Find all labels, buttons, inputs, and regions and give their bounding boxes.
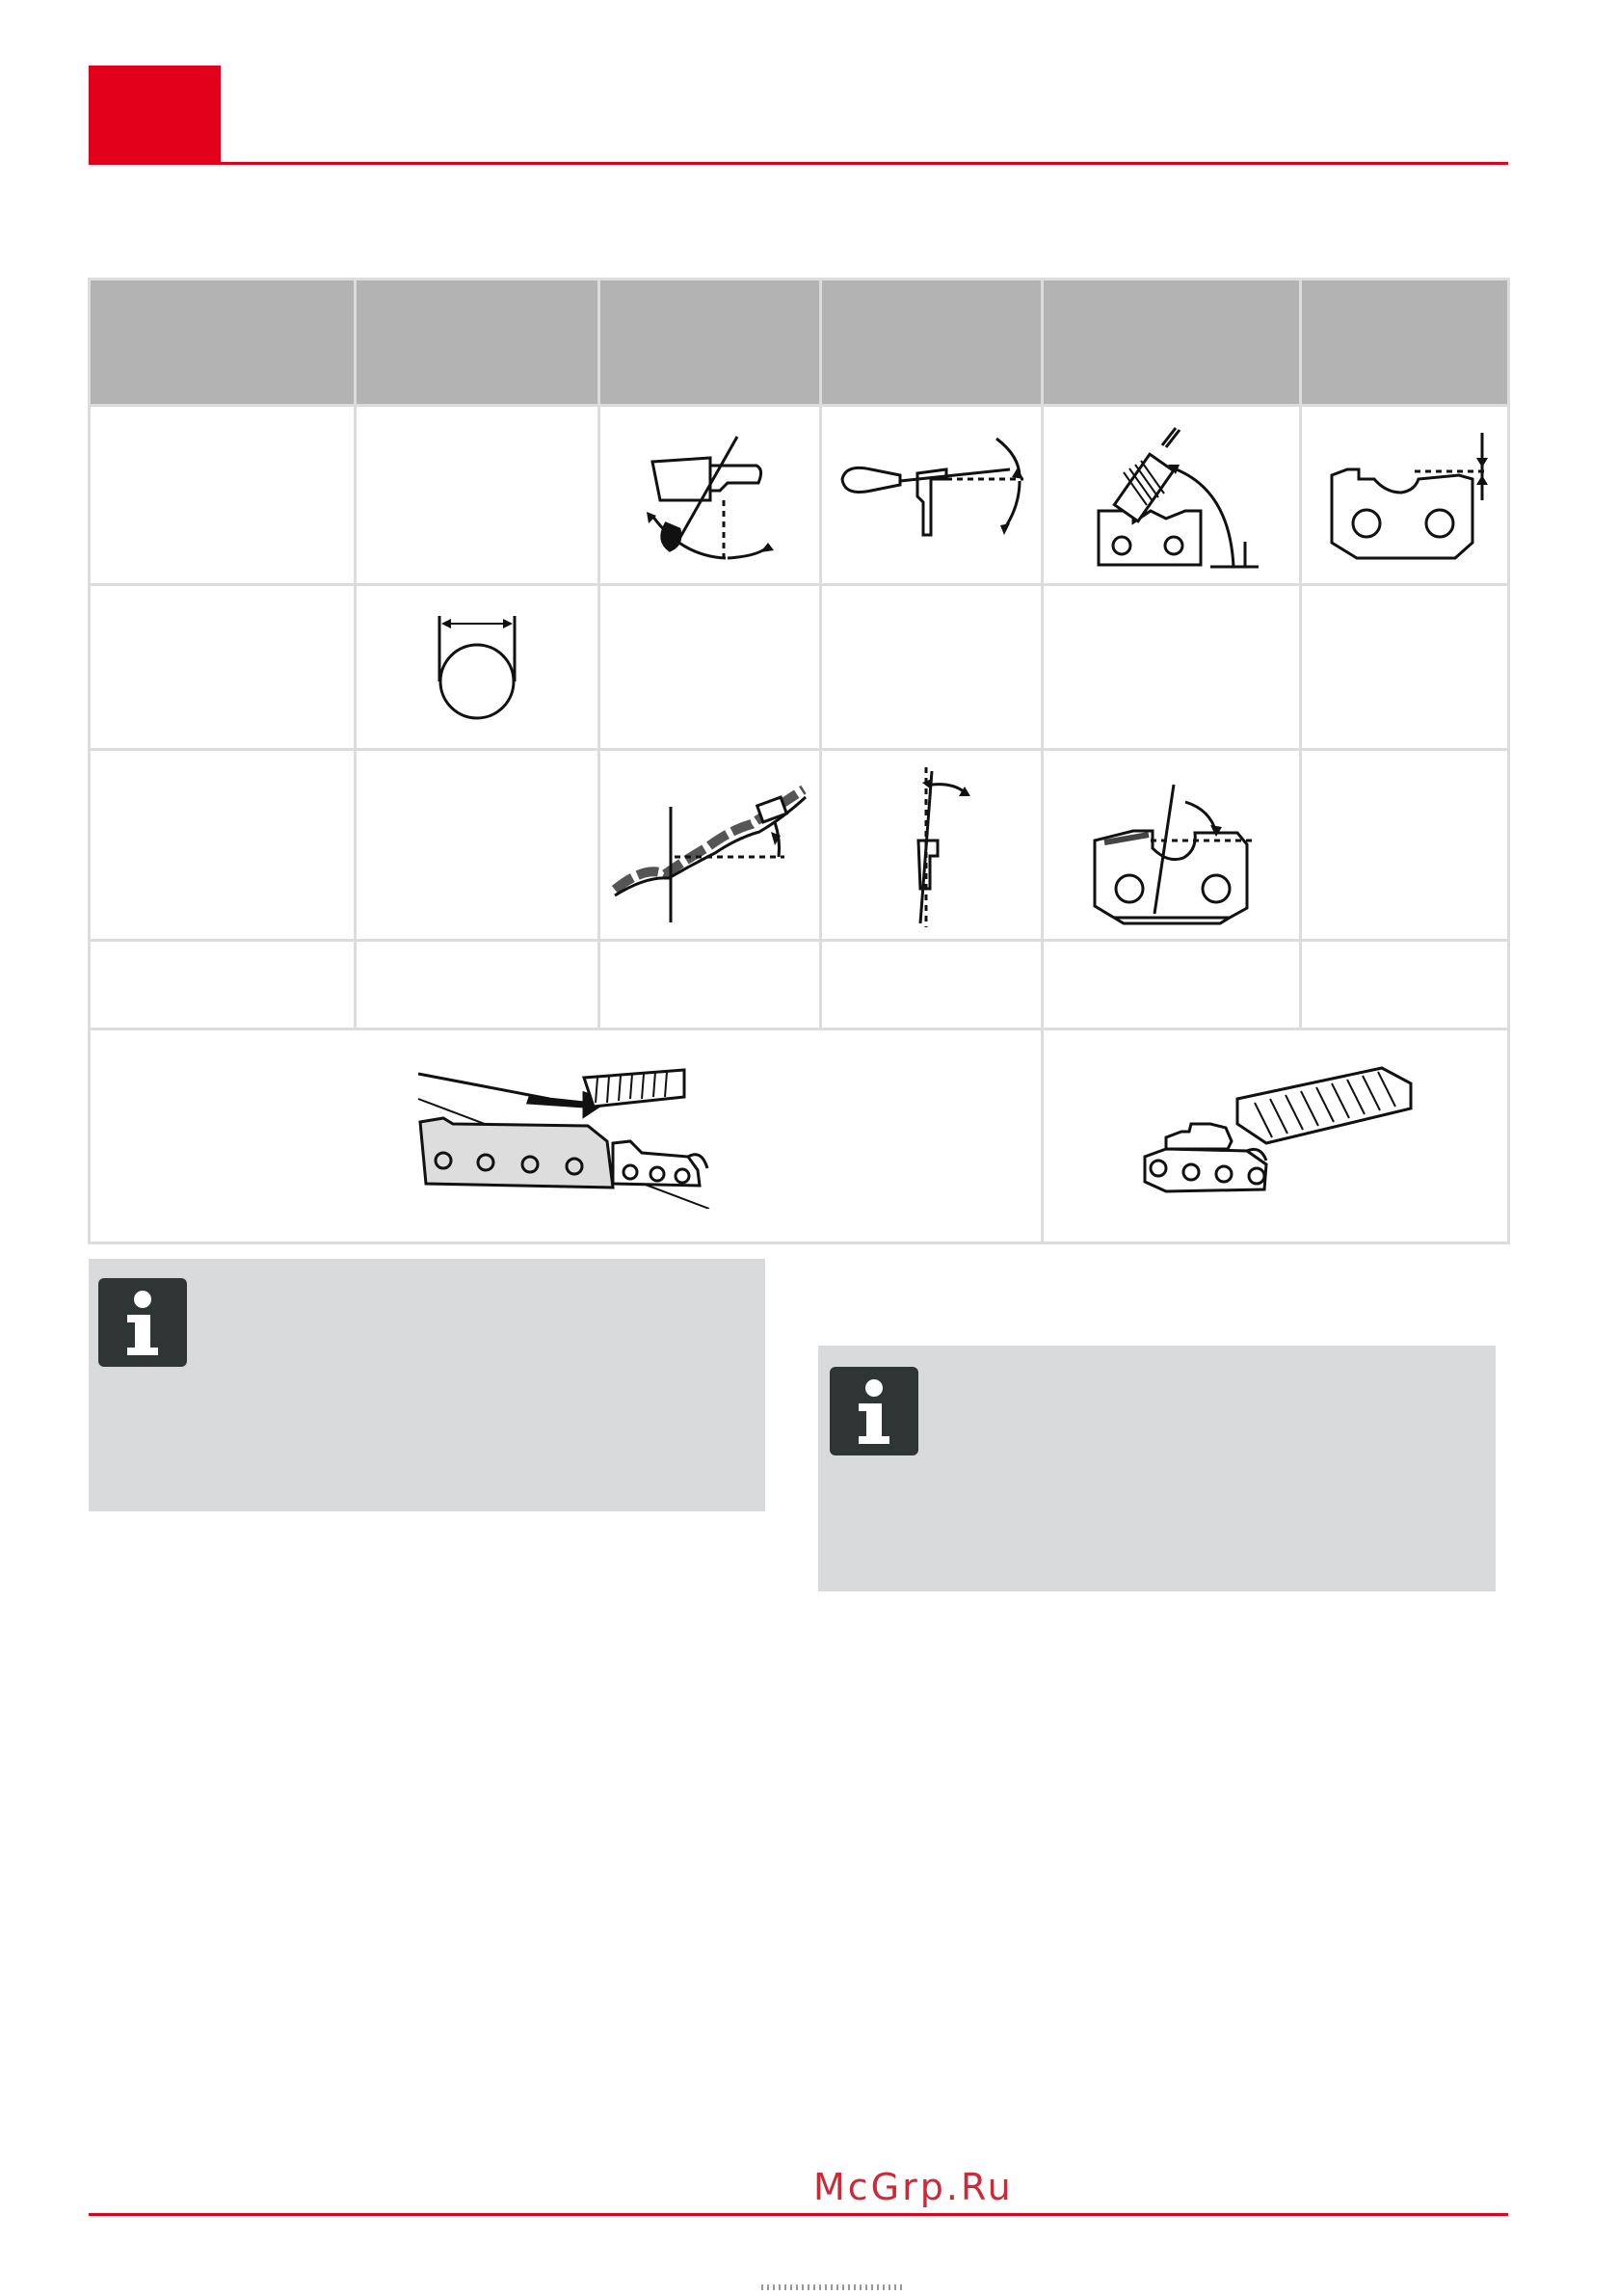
header-cell [356, 280, 599, 406]
cutter-top-plate-angle-diagram [1075, 763, 1268, 927]
table-cell [356, 406, 599, 585]
table-row [90, 406, 1509, 585]
table-row [90, 585, 1509, 750]
info-note-box [89, 1259, 765, 1511]
info-note-box [818, 1346, 1496, 1591]
table-row [90, 1029, 1509, 1243]
depth-gauge-file-diagram [1066, 418, 1278, 573]
flat-file-depth-gauge-diagram [414, 1064, 713, 1209]
table-cell [821, 406, 1043, 585]
header-accent-block [89, 66, 221, 165]
header-cell [821, 280, 1043, 406]
footer-artifact [761, 2284, 906, 2290]
header-cell [1043, 280, 1301, 406]
table-cell [1043, 941, 1301, 1029]
table-cell [1043, 750, 1301, 941]
cutter-depth-clearance-diagram [1318, 423, 1492, 568]
table-cell [356, 585, 599, 750]
info-icon [98, 1278, 187, 1367]
table-cell [356, 750, 599, 941]
sharpening-spec-table [88, 278, 1510, 2208]
header-cell [599, 280, 821, 406]
chain-top-view-angle-diagram [607, 768, 813, 922]
header-cell [90, 280, 356, 406]
table-cell [90, 941, 356, 1029]
table-cell [821, 750, 1043, 941]
round-file-diameter-diagram [414, 604, 540, 730]
flat-file-chain-diagram [1131, 1064, 1420, 1209]
file-holder-angle-diagram [614, 423, 807, 568]
table-cell [1301, 941, 1509, 1029]
table-cell [90, 406, 356, 585]
table-cell [90, 585, 356, 750]
info-icon [830, 1367, 918, 1455]
table-row [90, 941, 1509, 1029]
table-cell [1301, 406, 1509, 585]
cutter-side-tilt-diagram [864, 763, 999, 927]
table-cell [821, 941, 1043, 1029]
footer-rule [89, 2213, 1508, 2216]
table-cell [1043, 1029, 1509, 1243]
table-cell [599, 750, 821, 941]
table-cell [599, 585, 821, 750]
table-row [90, 750, 1509, 941]
table-cell [821, 585, 1043, 750]
table-cell [1043, 406, 1301, 585]
table-cell [1043, 585, 1301, 750]
table-cell [90, 1029, 1043, 2208]
header-cell [1301, 280, 1509, 406]
table-cell [1301, 750, 1509, 941]
table-cell [356, 941, 599, 1029]
table-cell [599, 406, 821, 585]
table-header-row [90, 280, 1509, 406]
watermark-text: McGrp.Ru [813, 2166, 1014, 2208]
header-rule [89, 162, 1508, 165]
table-cell [1301, 585, 1509, 750]
table-cell [599, 941, 821, 1029]
table-cell [90, 750, 356, 941]
file-handle-tilt-diagram [831, 423, 1033, 568]
